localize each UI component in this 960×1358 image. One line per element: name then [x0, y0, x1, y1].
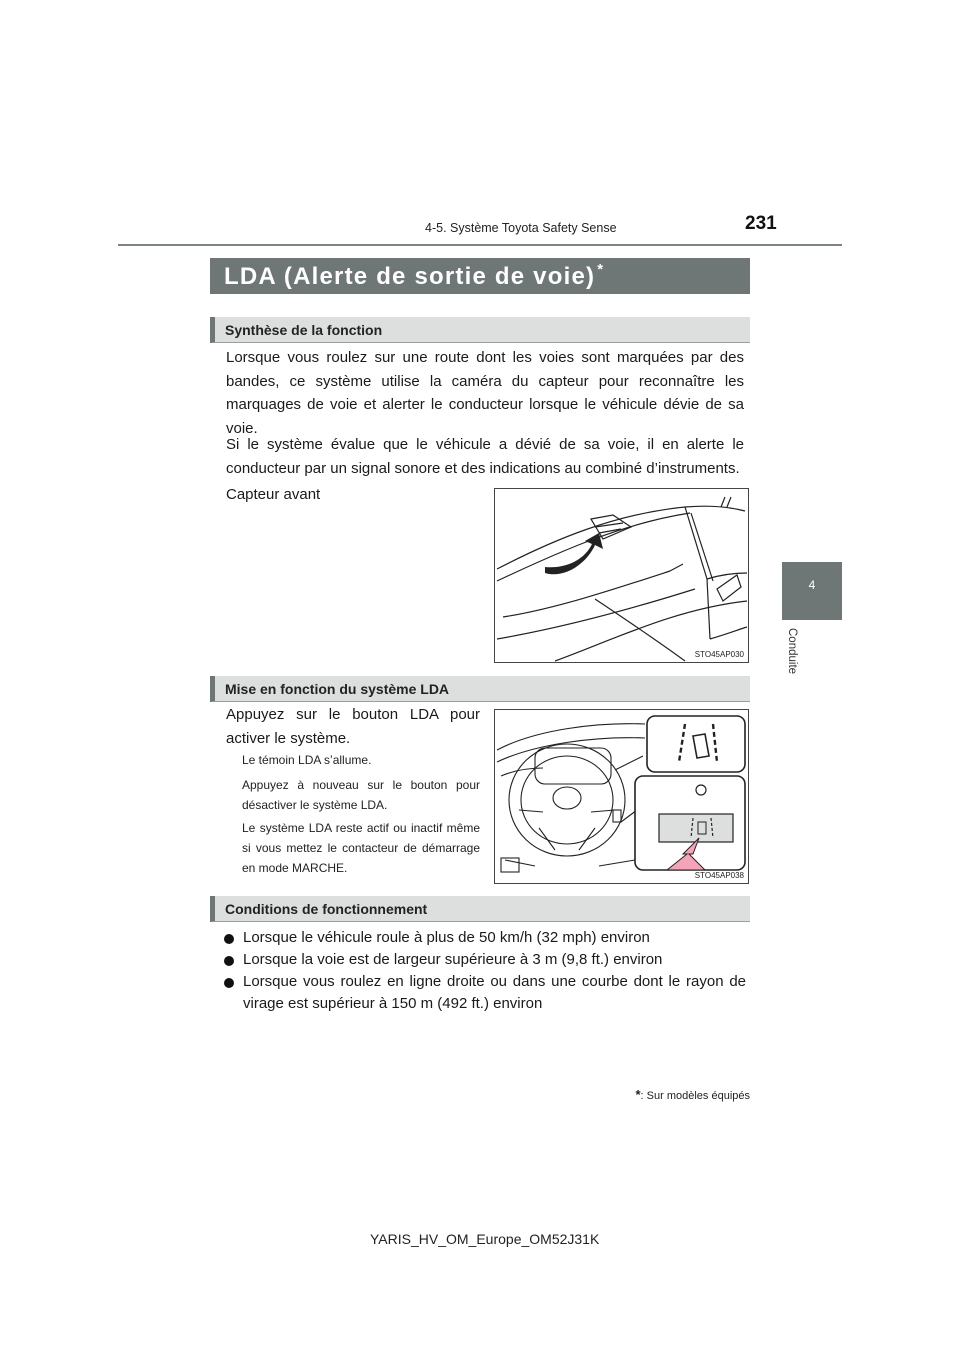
lda-switch-inset	[635, 776, 745, 870]
bullet-icon	[224, 934, 234, 944]
figure-code-1: STO45AP030	[694, 650, 744, 659]
activation-note-persistence: Le système LDA reste actif ou inactif même si vous mettez le contacteur de démarrage en mode MARCHE.	[242, 821, 480, 875]
page-title	[224, 263, 604, 291]
chapter-label-text: Conduite	[786, 628, 798, 675]
chapter-label	[782, 628, 806, 688]
chapter-number: 4	[808, 578, 816, 592]
condition-item: Lorsque vous roulez en ligne droite ou dans une courbe dont le rayon de virage est supérieur à 150 m (492 ft.) environ	[224, 971, 746, 1015]
overview-paragraph-2: Si le système évalue que le véhicule a dévié de sa voie, il en alerte le conducteur par un signal sonore et des indications au combiné d’instruments.	[226, 436, 744, 477]
windshield-sensor-drawing	[495, 489, 748, 662]
page-title-text: LDA (Alerte de sortie de voie)	[224, 263, 596, 290]
dashboard-drawing	[495, 710, 748, 883]
activation-note-deactivate: Appuyez à nouveau sur le bouton pour désactiver le système LDA.	[242, 778, 480, 812]
section-heading-overview: Synthèse de la fonction	[210, 317, 750, 343]
footnote-mark: *	[635, 1087, 641, 1102]
section-heading-activation: Mise en fonction du système LDA	[210, 676, 750, 702]
activation-note-indicator: Le témoin LDA s’allume.	[242, 753, 372, 767]
title-footnote-mark: *	[597, 261, 605, 278]
condition-item: Lorsque le véhicule roule à plus de 50 km/h (32 mph) environ	[224, 927, 746, 949]
page-number: 231	[745, 213, 777, 234]
page-title-bar	[210, 258, 750, 294]
bullet-icon	[224, 978, 234, 988]
header-rule	[118, 244, 842, 246]
activation-instruction: Appuyez sur le bouton LDA pour activer le système.	[226, 706, 480, 747]
section-heading-conditions: Conditions de fonctionnement	[210, 896, 750, 922]
front-sensor-label: Capteur avant	[226, 486, 321, 503]
overview-paragraph-1: Lorsque vous roulez sur une route dont les voies sont marquées par des bandes, ce système utilise la caméra du capteur pour reconnaître les marquages de voie et alerter le conducteur lorsque le véhicule dévie de sa voie.	[226, 349, 744, 437]
footnote	[634, 1087, 750, 1102]
condition-item: Lorsque la voie est de largeur supérieure à 3 m (9,8 ft.) environ	[224, 949, 746, 971]
header-section-title: 4-5. Système Toyota Safety Sense	[425, 221, 617, 235]
document-reference: YARIS_HV_OM_Europe_OM52J31K	[370, 1231, 600, 1247]
lda-button-illustration	[494, 709, 749, 884]
sensor-pointer-arrow	[545, 533, 603, 574]
figure-code-2: STO45AP038	[694, 871, 744, 880]
footnote-text: : Sur modèles équipés	[640, 1090, 750, 1102]
front-sensor-illustration	[494, 488, 749, 663]
bullet-icon	[224, 956, 234, 966]
lda-indicator-inset	[647, 716, 745, 772]
